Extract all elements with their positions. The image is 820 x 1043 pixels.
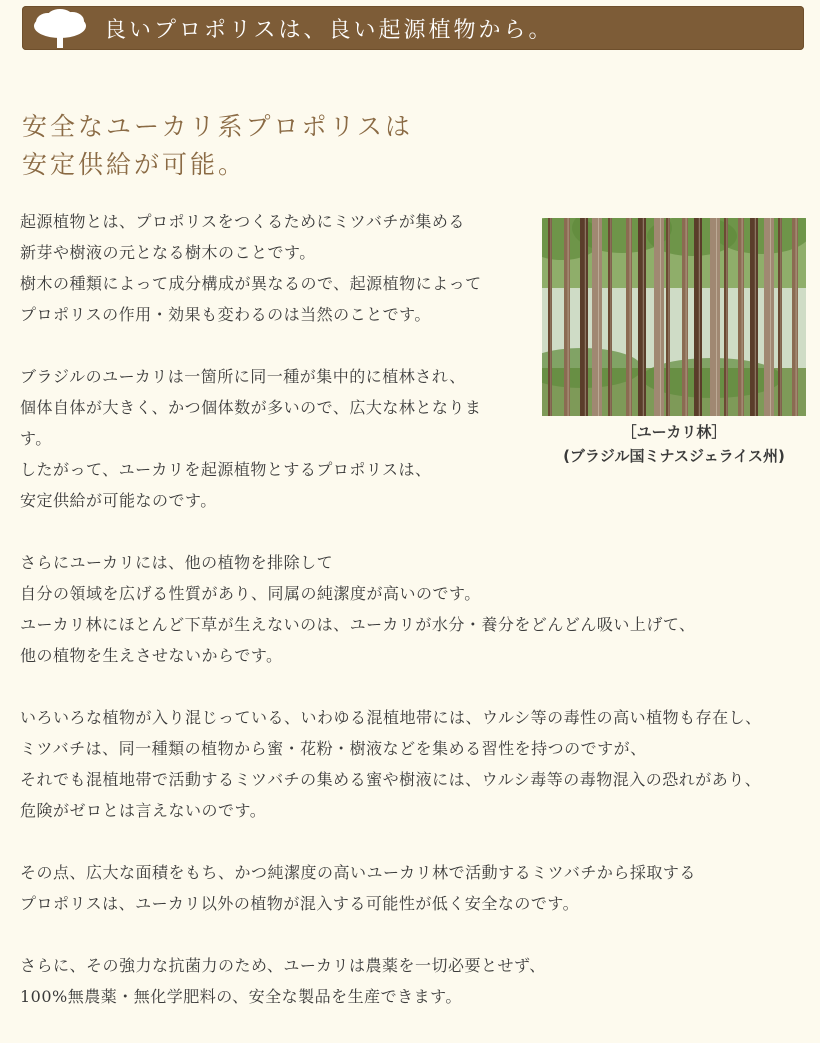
paragraph-line: その点、広大な面積をもち、かつ純潔度の高いユーカリ林で活動するミツバチから採取する — [20, 863, 696, 882]
paragraph-line: 100%無農薬・無化学肥料の、安全な製品を生産できます。 — [20, 987, 462, 1006]
paragraph — [20, 361, 810, 516]
heading-line: 安定供給が可能。 — [22, 150, 247, 179]
paragraph-line: プロポリスは、ユーカリ以外の植物が混入する可能性が低く安全なのです。 — [20, 894, 580, 913]
paragraph-line: 安定供給が可能なのです。 — [20, 491, 217, 510]
paragraph-line: す。 — [20, 429, 52, 448]
paragraph-line: それでも混植地帯で活動するミツバチの集める蜜や樹液には、ウルシ毒等の毒物混入の恐れがあり、 — [20, 770, 762, 789]
paragraph-line: さらに、その強力な抗菌力のため、ユーカリは農薬を一切必要とせず、 — [20, 956, 546, 975]
paragraph-line: 新芽や樹液の元となる樹木のことです。 — [20, 243, 316, 262]
paragraph-line: ブラジルのユーカリは一箇所に同一種が集中的に植林され、 — [20, 367, 466, 386]
paragraph — [20, 547, 810, 671]
paragraph-line: さらにユーカリには、他の植物を排除して — [20, 553, 334, 572]
banner-title: 良いプロポリスは、良い起源植物から。 — [104, 17, 554, 43]
section-banner — [22, 6, 804, 50]
article-body — [20, 206, 810, 1043]
paragraph-line: 個体自体が大きく、かつ個体数が多いので、広大な林となりま — [20, 398, 482, 417]
section-heading — [22, 108, 542, 184]
paragraph-line: 危険がゼロとは言えないのです。 — [20, 801, 267, 820]
paragraph-line: いろいろな植物が入り混じっている、いわゆる混植地帯には、ウルシ等の毒性の高い植物も存在し、 — [20, 708, 762, 727]
tree-icon — [30, 6, 90, 50]
paragraph — [20, 206, 810, 330]
paragraph — [20, 857, 810, 919]
paragraph-line: 樹木の種類によって成分構成が異なるので、起源植物によって — [20, 274, 482, 293]
caption-title: ［ユーカリ林］ — [621, 423, 727, 441]
paragraph — [20, 950, 810, 1012]
paragraph — [20, 702, 810, 826]
paragraph-line: ミツバチは、同一種類の植物から蜜・花粉・樹液などを集める習性を持つのですが、 — [20, 739, 647, 758]
paragraph-line: したがって、ユーカリを起源植物とするプロポリスは、 — [20, 460, 432, 479]
paragraph-line: ユーカリ林にほとんど下草が生えないのは、ユーカリが水分・養分をどんどん吸い上げて、 — [20, 615, 696, 634]
paragraph-line: プロポリスの作用・効果も変わるのは当然のことです。 — [20, 305, 431, 324]
paragraph-line: 他の植物を生えさせないからです。 — [20, 646, 283, 665]
caption-location: (ブラジル国ミナスジェライス州) — [563, 447, 785, 465]
paragraph-line: 起源植物とは、プロポリスをつくるためにミツバチが集める — [20, 212, 465, 231]
heading-line: 安全なユーカリ系プロポリスは — [22, 112, 414, 141]
paragraph-line: 自分の領域を広げる性質があり、同属の純潔度が高いのです。 — [20, 584, 481, 603]
